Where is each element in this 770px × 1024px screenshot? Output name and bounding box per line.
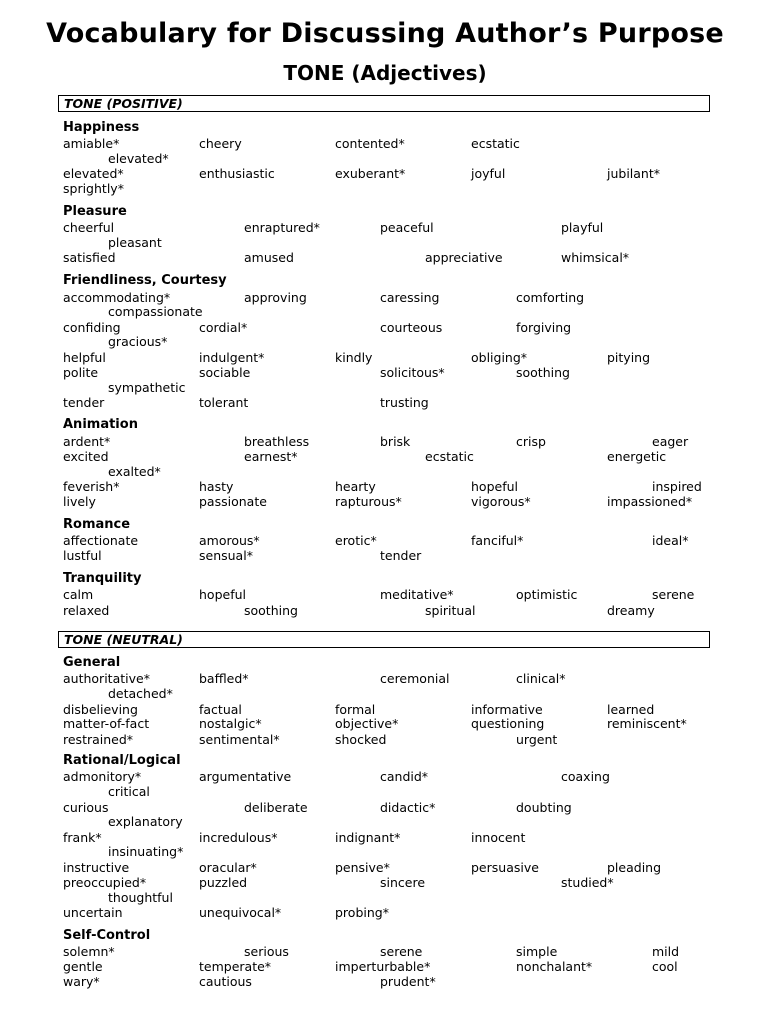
word: trusting	[380, 395, 429, 410]
word: fanciful*	[471, 533, 524, 548]
word: passionate	[199, 494, 267, 509]
word: gracious*	[108, 334, 168, 349]
word: enthusiastic	[199, 166, 275, 181]
word: lively	[63, 494, 96, 509]
word: ideal*	[652, 533, 689, 548]
category-animation: Animation	[63, 417, 138, 432]
word: amorous*	[199, 533, 260, 548]
word: imperturbable*	[335, 959, 431, 974]
section-header-neutral	[58, 631, 710, 648]
word: enraptured*	[244, 220, 320, 235]
category-friendliness: Friendliness, Courtesy	[63, 273, 227, 288]
word: pleasant	[108, 235, 162, 250]
word: puzzled	[199, 875, 248, 890]
word: appreciative	[425, 250, 503, 265]
word: erotic*	[335, 533, 377, 548]
word: polite	[63, 365, 99, 380]
word: thoughtful	[108, 890, 173, 905]
word: serene	[652, 587, 695, 602]
word: dreamy	[607, 603, 655, 618]
word: spiritual	[425, 603, 476, 618]
word: sprightly*	[63, 181, 124, 196]
section-header-positive	[58, 95, 710, 112]
word: soothing	[244, 603, 298, 618]
word: matter-of-fact	[63, 716, 150, 731]
word: hasty	[199, 479, 234, 494]
word: compassionate	[108, 304, 203, 319]
word: exuberant*	[335, 166, 406, 181]
word: breathless	[244, 434, 310, 449]
word: admonitory*	[63, 769, 142, 784]
category-romance: Romance	[63, 517, 131, 532]
word: insinuating*	[108, 844, 184, 859]
word: disbelieving	[63, 702, 138, 717]
word: solemn*	[63, 944, 115, 959]
word: exalted*	[108, 464, 161, 479]
word: wary*	[63, 974, 100, 989]
word: shocked	[335, 732, 387, 747]
word: gentle	[63, 959, 103, 974]
word: mild	[652, 944, 680, 959]
word: informative	[471, 702, 543, 717]
word: cool	[652, 959, 678, 974]
word: optimistic	[516, 587, 578, 602]
word: energetic	[607, 449, 667, 464]
word: confiding	[63, 320, 121, 335]
word: preoccupied*	[63, 875, 147, 890]
word: pensive*	[335, 860, 390, 875]
word: caressing	[380, 290, 440, 305]
word: coaxing	[561, 769, 610, 784]
word: helpful	[63, 350, 106, 365]
word: ecstatic	[471, 136, 520, 151]
word: whimsical*	[561, 250, 630, 265]
word: deliberate	[244, 800, 308, 815]
word: explanatory	[108, 814, 183, 829]
word: relaxed	[63, 603, 110, 618]
word: questioning	[471, 716, 545, 731]
word: hopeful	[199, 587, 246, 602]
word: sentimental*	[199, 732, 280, 747]
word: didactic*	[380, 800, 436, 815]
word: factual	[199, 702, 242, 717]
word: temperate*	[199, 959, 272, 974]
word: nostalgic*	[199, 716, 262, 731]
word: curious	[63, 800, 109, 815]
word: authoritative*	[63, 671, 150, 686]
word: impassioned*	[607, 494, 693, 509]
word: candid*	[380, 769, 429, 784]
word: unequivocal*	[199, 905, 282, 920]
word: reminiscent*	[607, 716, 687, 731]
word: meditative*	[380, 587, 454, 602]
word: calm	[63, 587, 94, 602]
word: pleading	[607, 860, 662, 875]
word: soothing	[516, 365, 570, 380]
word: sincere	[380, 875, 426, 890]
category-pleasure: Pleasure	[63, 204, 127, 219]
word: rapturous*	[335, 494, 402, 509]
word: inspired	[652, 479, 702, 494]
word: kindly	[335, 350, 373, 365]
word: crisp	[516, 434, 546, 449]
word: serene	[380, 944, 423, 959]
word: satisfied	[63, 250, 116, 265]
word: cheery	[199, 136, 242, 151]
word: probing*	[335, 905, 389, 920]
word: incredulous*	[199, 830, 278, 845]
word: baffled*	[199, 671, 249, 686]
word: uncertain	[63, 905, 123, 920]
word: cautious	[199, 974, 252, 989]
word: jubilant*	[607, 166, 661, 181]
word: hearty	[335, 479, 376, 494]
word: contented*	[335, 136, 405, 151]
word: argumentative	[199, 769, 292, 784]
page-subtitle: TONE (Adjectives)	[283, 61, 487, 85]
word: obliging*	[471, 350, 528, 365]
word: approving	[244, 290, 307, 305]
word: nonchalant*	[516, 959, 593, 974]
word: pitying	[607, 350, 651, 365]
word: affectionate	[63, 533, 139, 548]
category-tranquility: Tranquility	[63, 571, 142, 586]
word: clinical*	[516, 671, 566, 686]
word: simple	[516, 944, 558, 959]
word: feverish*	[63, 479, 120, 494]
word: instructive	[63, 860, 130, 875]
word: ecstatic	[425, 449, 474, 464]
word: cordial*	[199, 320, 248, 335]
word: prudent*	[380, 974, 436, 989]
word: sensual*	[199, 548, 253, 563]
word: frank*	[63, 830, 102, 845]
word: innocent	[471, 830, 526, 845]
word: urgent	[516, 732, 558, 747]
category-self-control: Self-Control	[63, 928, 151, 943]
word: playful	[561, 220, 604, 235]
word: ceremonial	[380, 671, 450, 686]
word: detached*	[108, 686, 173, 701]
word: studied*	[561, 875, 614, 890]
word: oracular*	[199, 860, 257, 875]
word: elevated*	[63, 166, 124, 181]
word: courteous	[380, 320, 443, 335]
word: doubting	[516, 800, 572, 815]
word: sympathetic	[108, 380, 186, 395]
word: amiable*	[63, 136, 120, 151]
word: serious	[244, 944, 289, 959]
word: indulgent*	[199, 350, 265, 365]
word: ardent*	[63, 434, 111, 449]
word: tolerant	[199, 395, 249, 410]
word: critical	[108, 784, 150, 799]
word: elevated*	[108, 151, 169, 166]
word: joyful	[471, 166, 506, 181]
word: lustful	[63, 548, 102, 563]
word: sociable	[199, 365, 251, 380]
word: forgiving	[516, 320, 572, 335]
word: learned	[607, 702, 655, 717]
category-happiness: Happiness	[63, 120, 140, 135]
word: earnest*	[244, 449, 298, 464]
word: accommodating*	[63, 290, 171, 305]
word: brisk	[380, 434, 411, 449]
word: hopeful	[471, 479, 518, 494]
word: vigorous*	[471, 494, 531, 509]
page-title: Vocabulary for Discussing Author’s Purpose	[46, 18, 724, 49]
word: indignant*	[335, 830, 401, 845]
word: comforting	[516, 290, 585, 305]
word: peaceful	[380, 220, 434, 235]
word: formal	[335, 702, 376, 717]
section-label: TONE (POSITIVE)	[64, 96, 183, 111]
category-general: General	[63, 655, 121, 670]
word: excited	[63, 449, 109, 464]
word: amused	[244, 250, 294, 265]
word: restrained*	[63, 732, 134, 747]
word: tender	[63, 395, 105, 410]
word: eager	[652, 434, 689, 449]
word: solicitous*	[380, 365, 445, 380]
word: persuasive	[471, 860, 539, 875]
word: cheerful	[63, 220, 115, 235]
word: objective*	[335, 716, 399, 731]
word: tender	[380, 548, 422, 563]
section-label: TONE (NEUTRAL)	[64, 632, 183, 647]
category-rational-logical: Rational/Logical	[63, 753, 181, 768]
